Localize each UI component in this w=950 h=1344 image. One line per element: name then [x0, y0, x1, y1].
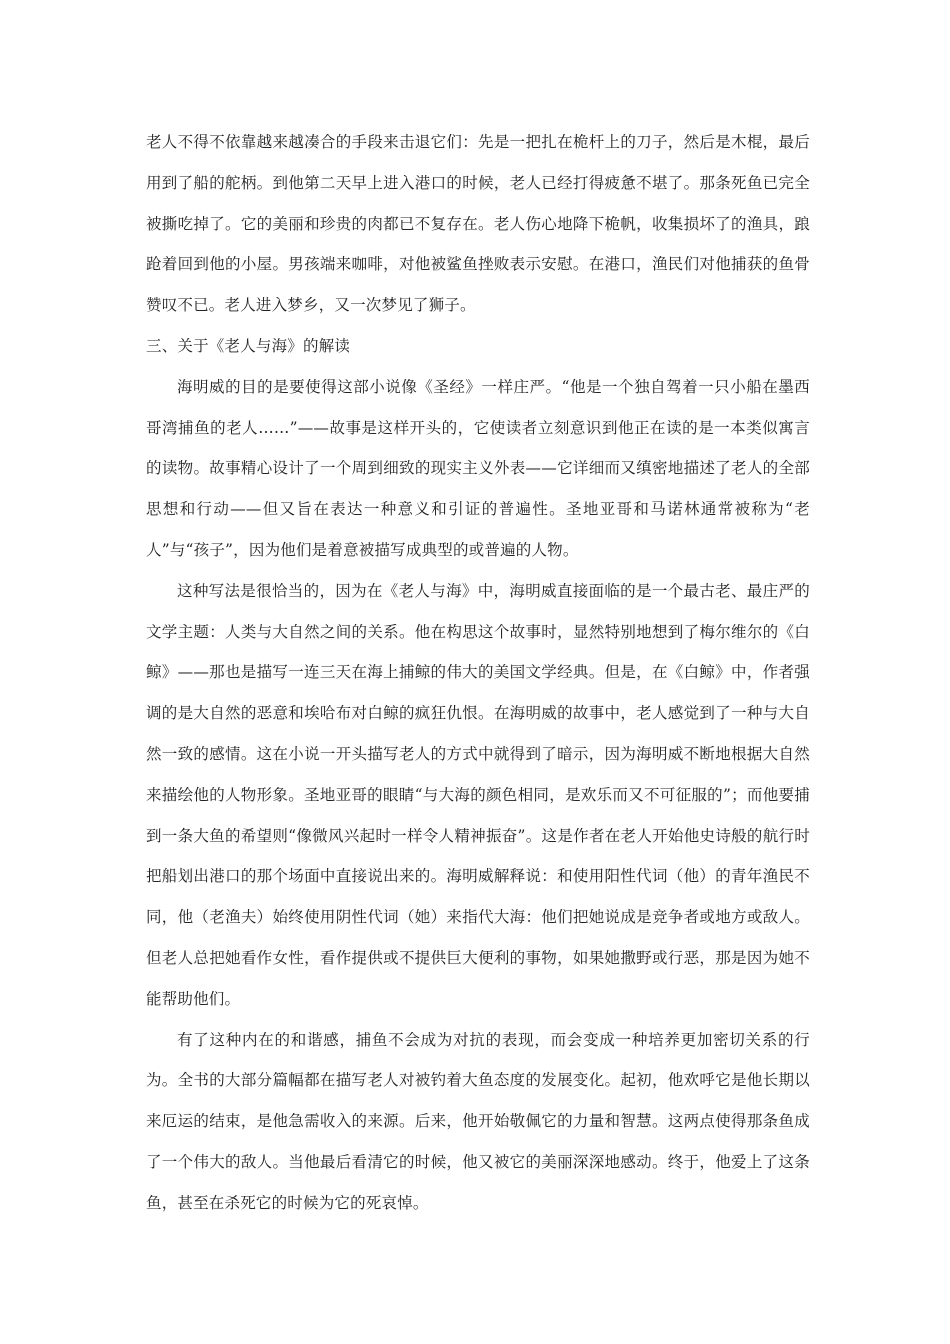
- paragraph-man-and-nature: 这种写法是很恰当的，因为在《老人与海》中，海明威直接面临的是一个最古老、最庄严的文学主题：人类与大自然之间的关系。他在构思这个故事时，显然特别地想到了梅尔维尔的《白鲸》——那也是描写一连三天在海上捕鲸的伟大的美国文学经典。但是，在《白鲸》中，作者强调的是大自然的恶意和埃哈布对白鲸的疯狂仇恨。在海明威的故事中，老人感觉到了一种与大自然一致的感情。这在小说一开头描写老人的方式中就得到了暗示，因为海明威不断地根据大自然来描绘他的人物形象。圣地亚哥的眼睛“与大海的颜色相同，是欢乐而又不可征服的”；而他要捕到一条大鱼的希望则“像微风兴起时一样令人精神振奋”。这是作者在老人开始他史诗般的航行时把船划出港口的那个场面中直接说出来的。海明威解释说：和使用阳性代词（他）的青年渔民不同，他（老渔夫）始终使用阴性代词（她）来指代大海：他们把她说成是竞争者或地方或敌人。但老人总把她看作女性，看作提供或不提供巨大便利的事物，如果她撒野或行恶，那是因为她不能帮助他们。: [146, 581, 810, 1008]
- document-body: [146, 122, 810, 1224]
- section-heading-interpretation: 三、关于《老人与海》的解读: [146, 336, 351, 355]
- paragraph-harmony-with-fish: 有了这种内在的和谐感，捕鱼不会成为对抗的表现，而会变成一种培养更加密切关系的行为。全书的大部分篇幅都在描写老人对被钓着大鱼态度的发展变化。起初，他欢呼它是他长期以来厄运的结束，是他急需收入的来源。后来，他开始敬佩它的力量和智慧。这两点使得那条鱼成了一个伟大的敌人。当他最后看清它的时候，他又被它的美丽深深地感动。终于，他爱上了这条鱼，甚至在杀死它的时候为它的死哀悼。: [146, 1030, 810, 1212]
- paragraph-plot-ending: 老人不得不依靠越来越凑合的手段来击退它们：先是一把扎在桅杆上的刀子，然后是木棍，最后用到了船的舵柄。到他第二天早上进入港口的时候，老人已经打得疲惫不堪了。那条死鱼已完全被撕吃掉了。它的美丽和珍贵的肉都已不复存在。老人伤心地降下桅帆，收集损坏了的渔具，踉跄着回到他的小屋。男孩端来咖啡，对他被鲨鱼挫败表示安慰。在港口，渔民们对他捕获的鱼骨赞叹不已。老人进入梦乡，又一次梦见了狮子。: [146, 133, 810, 315]
- paragraph-bible-solemnity: 海明威的目的是要使得这部小说像《圣经》一样庄严。“他是一个独自驾着一只小船在墨西哥湾捕鱼的老人……”——故事是这样开头的，它使读者立刻意识到他正在读的是一本类似寓言的读物。故事精心设计了一个周到细致的现实主义外表——它详细而又缜密地描述了老人的全部思想和行动——但又旨在表达一种意义和引证的普遍性。圣地亚哥和马诺林通常被称为“老人”与“孩子”，因为他们是着意被描写成典型的或普遍的人物。: [146, 377, 810, 559]
